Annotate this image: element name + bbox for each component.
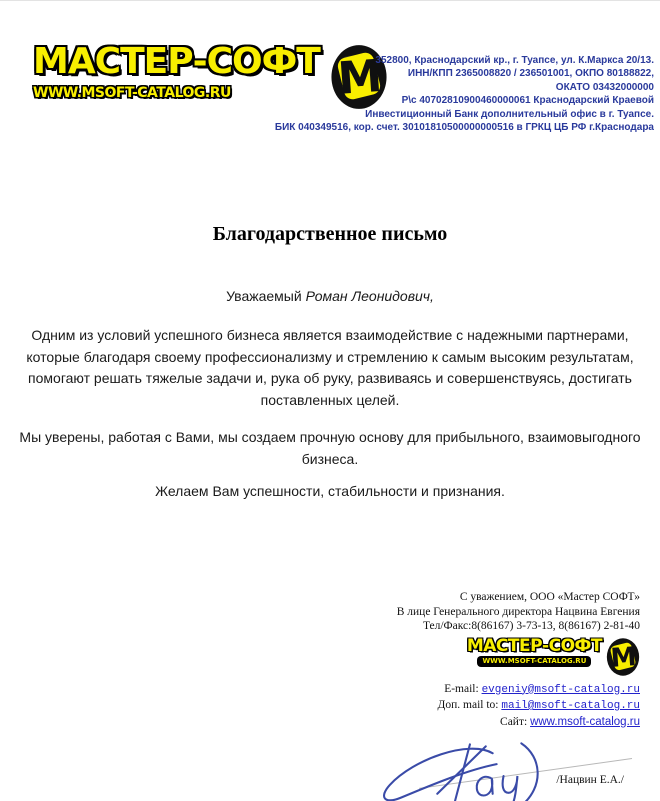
company-requisites <box>234 54 654 134</box>
address-line: 352800, Краснодарский кр., г. Туапсе, ул. К.Маркса 20/13. <box>375 55 654 66</box>
svg-text:М: М <box>609 641 638 674</box>
company-logo-small <box>220 637 640 677</box>
signoff-line: С уважением, ООО «Мастер СОФТ» <box>459 591 640 603</box>
email-label: E-mail: <box>444 682 482 695</box>
signoff-line: Тел/Факс:8(86167) 3-73-13, 8(86167) 2-81-40 <box>422 620 640 632</box>
letter-title: Благодарственное письмо <box>212 223 448 245</box>
alt-email-label: Доп. mail to: <box>437 699 502 711</box>
recipient-name: Роман Леонидович, <box>305 288 434 304</box>
address-line: Инвестиционный Банк дополнительный офис в г. Туапсе. <box>365 108 654 120</box>
greeting-line <box>0 288 660 304</box>
body-paragraph: Желаем Вам успешности, стабильности и признания. <box>155 483 505 499</box>
email-link[interactable]: evgeniy@msoft-catalog.ru <box>481 683 640 696</box>
body-paragraph: Мы уверены, работая с Вами, мы создаем прочную основу для прибыльного, взаимовыгодного бизнеса. <box>19 429 641 467</box>
signature-area <box>220 732 640 801</box>
website-label: Сайт: <box>500 715 531 728</box>
brand-wordmark-small: МАСТЕР-СОФТ <box>466 635 602 656</box>
brand-url-banner: WWW.MSOFT-CATALOG.RU <box>477 656 591 667</box>
contact-line <box>220 698 640 715</box>
address-line: ИНН/КПП 2365008820 / 236501001, ОКПО 80188822, <box>407 68 654 80</box>
brand-url-text: WWW.MSOFT-CATALOG.RU <box>33 85 231 101</box>
svg-text:М: М <box>336 50 384 105</box>
handwritten-signature <box>374 736 552 801</box>
greeting-prefix: Уважаемый <box>226 288 306 304</box>
contact-line <box>220 682 640 699</box>
brand-wordmark: МАСТЕР-СОФТ <box>33 41 320 82</box>
signatory-name: /Нацвин Е.А./ <box>556 774 624 786</box>
alt-email-link[interactable]: mail@msoft-catalog.ru <box>501 700 640 712</box>
website-link[interactable]: www.msoft-catalog.ru <box>530 715 640 728</box>
address-line: БИК 040349516, кор. счет. 30101810500000000516 в ГРКЦ ЦБ РФ г.Краснодара <box>274 122 654 134</box>
signoff-line: В лице Генерального директора Нацвина Евгения <box>396 605 640 618</box>
address-line: Р\с 40702810900460000061 Краснодарский Краевой <box>401 95 654 107</box>
signature-block <box>220 590 640 801</box>
body-paragraph: Одним из условий успешного бизнеса является взаимодействие с надежными партнерами, которые благодаря своему профессионализму и стремлению к самым высоким результатам, помогают решать тяжелые задачи и, рука об руку, развиваясь и совершенствуясь, достигать поставленных целей. <box>26 327 634 408</box>
address-line: ОКАТО 03432000000 <box>555 81 654 93</box>
contact-line <box>220 715 640 731</box>
master-soft-monogram-icon <box>606 637 640 677</box>
